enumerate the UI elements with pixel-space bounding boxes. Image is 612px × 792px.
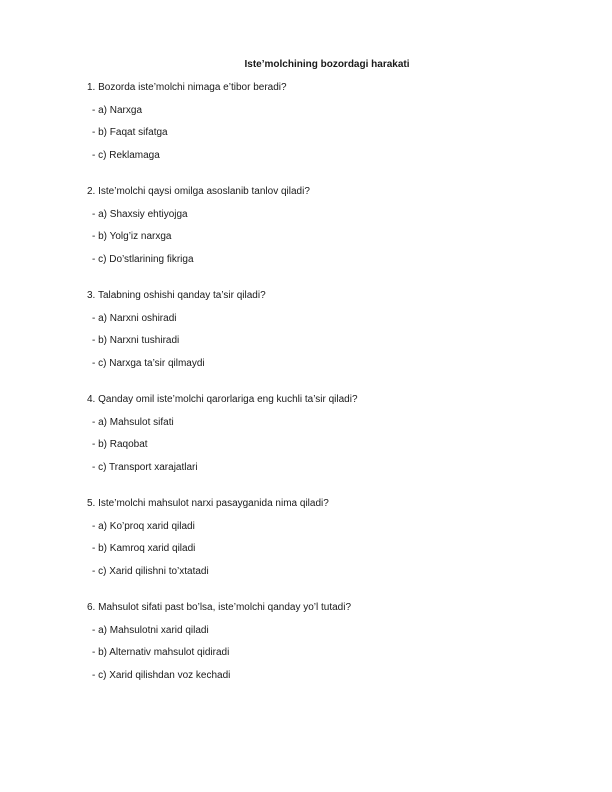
- answer-option-a: - a) Mahsulotni xarid qiladi: [92, 624, 209, 636]
- answer-option-a: - a) Shaxsiy ehtiyojga: [92, 208, 188, 220]
- answer-option-a: - a) Ko’proq xarid qiladi: [92, 520, 195, 532]
- question-5: [87, 497, 547, 578]
- answer-option-b: - b) Raqobat: [92, 439, 148, 450]
- answer-option-a: - a) Narxni oshiradi: [92, 312, 177, 324]
- question-4: [87, 393, 547, 474]
- document-title: Iste’molchining bozordagi harakati: [244, 59, 410, 70]
- question-3: [87, 289, 547, 370]
- answer-option-c: - c) Reklamaga: [92, 149, 160, 161]
- answer-option-c: - c) Transport xarajatlari: [92, 461, 198, 473]
- question-6: [87, 601, 547, 682]
- answer-option-a: - a) Narxga: [92, 104, 143, 116]
- answer-option-c: - c) Xarid qilishdan voz kechadi: [92, 669, 231, 681]
- question-2: [87, 185, 547, 266]
- answer-option-c: - c) Do’stlarining fikriga: [92, 253, 194, 265]
- question-text: 6. Mahsulot sifati past bo’lsa, iste’molchi qanday yo’l tutadi?: [87, 602, 352, 613]
- answer-option-b: - b) Yolg’iz narxga: [92, 231, 172, 242]
- answer-option-b: - b) Kamroq xarid qiladi: [92, 543, 196, 554]
- answer-option-b: - b) Narxni tushiradi: [92, 335, 180, 346]
- answer-option-c: - c) Xarid qilishni to’xtatadi: [92, 565, 209, 577]
- answer-option-a: - a) Mahsulot sifati: [92, 416, 174, 428]
- answer-option-b: - b) Alternativ mahsulot qidiradi: [92, 647, 230, 658]
- answer-option-c: - c) Narxga ta’sir qilmaydi: [92, 357, 205, 369]
- question-text: 2. Iste’molchi qaysi omilga asoslanib tanlov qiladi?: [87, 186, 310, 197]
- question-list: [87, 81, 547, 705]
- question-text: 4. Qanday omil iste’molchi qarorlariga eng kuchli ta’sir qiladi?: [87, 394, 358, 405]
- question-text: 1. Bozorda iste’molchi nimaga e’tibor beradi?: [87, 82, 287, 93]
- question-1: [87, 81, 547, 162]
- answer-option-b: - b) Faqat sifatga: [92, 127, 168, 138]
- question-text: 3. Talabning oshishi qanday ta’sir qiladi?: [87, 290, 266, 301]
- question-text: 5. Iste’molchi mahsulot narxi pasayganida nima qiladi?: [87, 498, 329, 509]
